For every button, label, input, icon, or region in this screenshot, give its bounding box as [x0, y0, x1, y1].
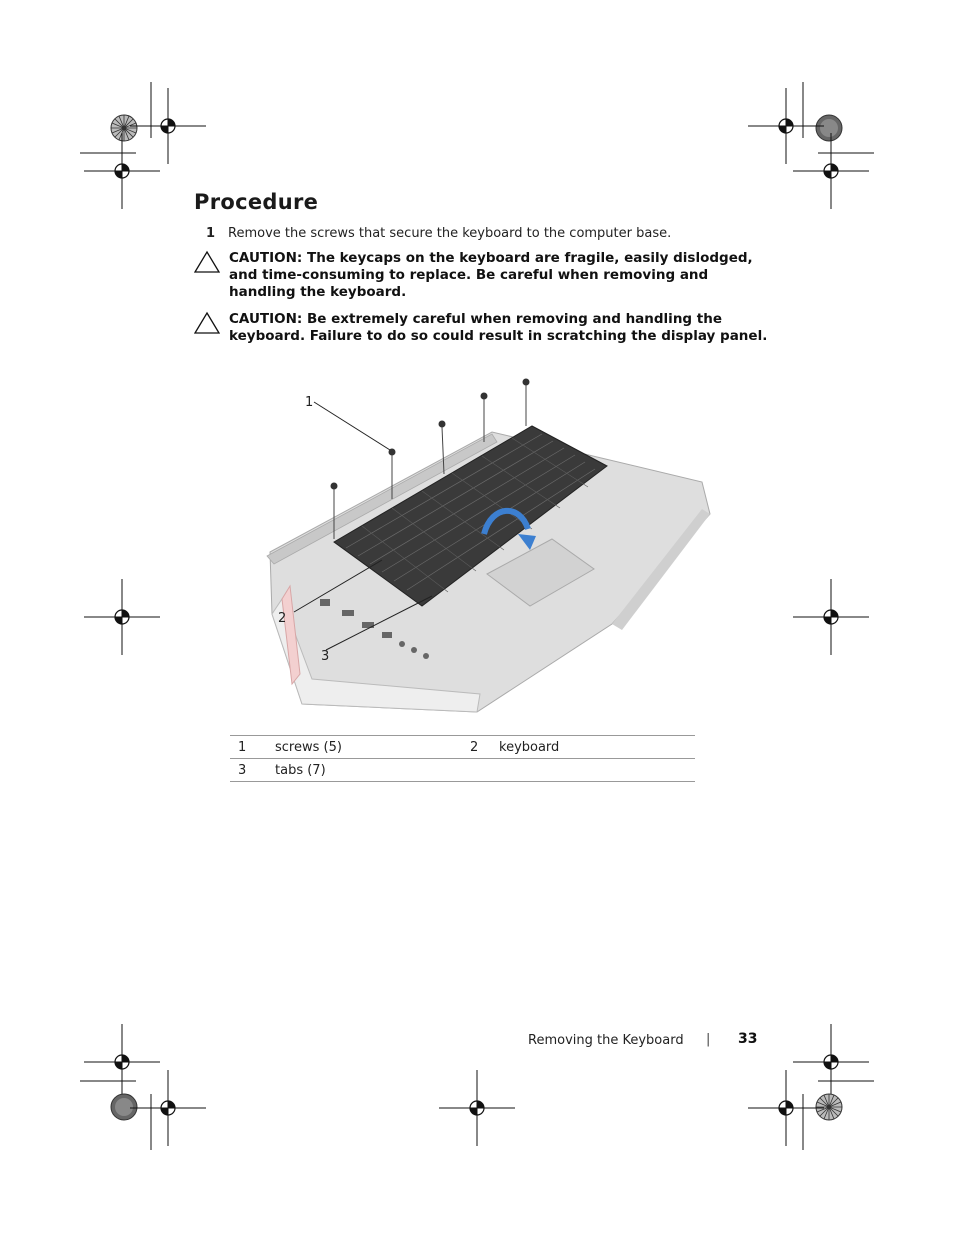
footer-separator: |	[706, 1032, 711, 1047]
section-title: Procedure	[194, 190, 319, 214]
step-1	[206, 226, 671, 241]
callout-2: 2	[278, 611, 287, 626]
footer-section-title: Removing the Keyboard	[528, 1033, 684, 1048]
legend-number: 3	[230, 759, 275, 782]
caution-icon	[194, 250, 220, 274]
legend-label: tabs (7)	[275, 759, 470, 782]
legend-number: 1	[230, 736, 275, 759]
caution-text	[229, 250, 774, 301]
table-row	[230, 759, 695, 782]
legend-table	[230, 735, 695, 782]
step-text: Remove the screws that secure the keyboard to the computer base.	[228, 226, 672, 241]
caution-line: handling the keyboard.	[229, 284, 407, 300]
callout-1: 1	[305, 395, 314, 410]
legend-label: keyboard	[499, 736, 695, 759]
keyboard-removal-illustration	[262, 374, 722, 719]
legend-number	[470, 759, 499, 782]
callout-3: 3	[321, 649, 330, 664]
caution-line: keyboard. Failure to do so could result in scratching the display panel.	[229, 328, 768, 344]
caution-line: CAUTION: The keycaps on the keyboard are fragile, easily dislodged,	[229, 250, 753, 266]
caution-line: and time-consuming to replace. Be careful when removing and	[229, 267, 709, 283]
page-number: 33	[738, 1031, 758, 1047]
legend-number: 2	[470, 736, 499, 759]
table-row	[230, 736, 695, 759]
caution-text	[229, 311, 774, 345]
step-number: 1	[206, 226, 216, 241]
caution-icon	[194, 311, 220, 335]
legend-label	[499, 759, 695, 782]
legend-label: screws (5)	[275, 736, 470, 759]
caution-line: CAUTION: Be extremely careful when removing and handling the	[229, 311, 723, 327]
